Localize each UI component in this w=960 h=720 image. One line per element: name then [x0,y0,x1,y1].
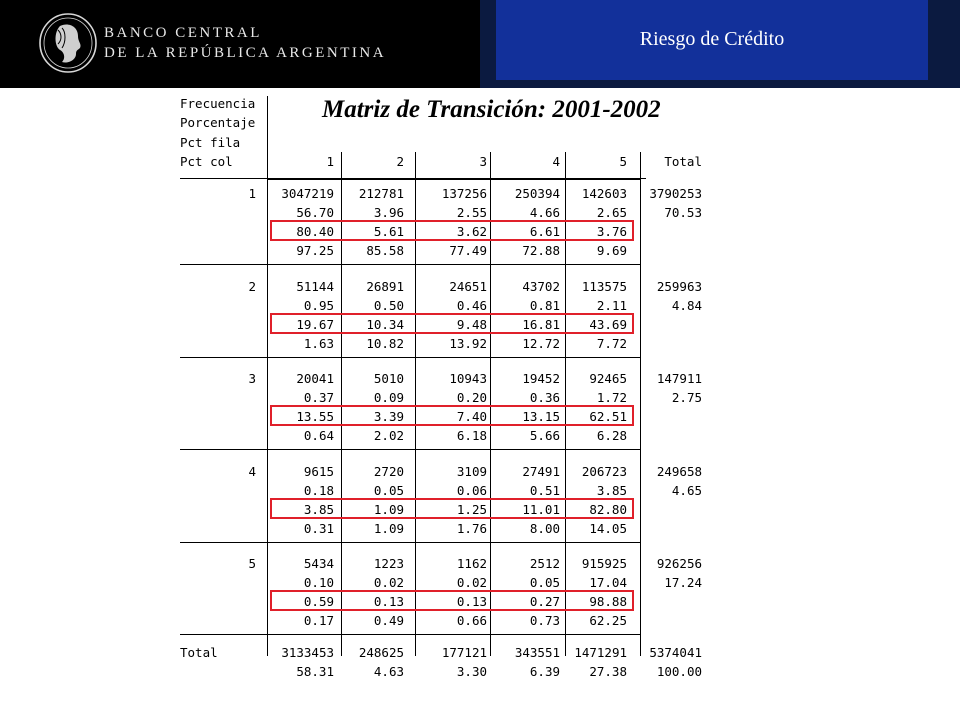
table-cell: 0.51 [529,482,560,498]
table-cell: 2512 [529,556,560,571]
table-cell: 1.76 [456,520,487,536]
table-cell: 5434 [303,556,334,571]
table-cell: 13.55 [296,409,334,425]
table-cell: 56.70 [296,205,334,221]
total-cell: 5374041 [649,644,702,660]
header-bar [0,0,960,88]
table-cell: 0.10 [303,575,334,591]
table-cell: 5010 [373,371,404,386]
table-cell: 11.01 [522,501,560,517]
table-cell: 0.36 [529,390,560,406]
table-cell: 10.34 [366,316,404,332]
table-cell: 147911 [656,371,702,386]
total-cell: 1471291 [574,644,627,660]
table-cell: 5.61 [373,224,404,240]
section-box [496,0,928,80]
highlight-box [270,220,634,241]
table-cell: 13.15 [522,409,560,425]
total-cell: 3.30 [456,663,487,679]
table-divider [268,179,641,180]
table-divider [180,449,268,450]
table-cell: 0.02 [456,575,487,591]
table-divider [268,357,641,358]
bank-name-line1: BANCO CENTRAL [104,25,262,41]
legend-key: Pct col [180,153,233,169]
table-cell: 12.72 [522,335,560,351]
highlight-box [270,498,634,519]
table-cell: 24651 [449,278,487,294]
table-cell: 70.53 [664,205,702,221]
column-header: 5 [619,154,627,169]
table-cell: 17.24 [664,575,702,591]
table-cell: 3.62 [456,224,487,240]
highlight-box [270,313,634,334]
table-cell: 2720 [373,463,404,479]
table-cell: 0.20 [456,390,487,406]
total-cell: 6.39 [529,663,560,679]
table-cell: 1.72 [596,390,627,406]
table-cell: 0.18 [303,482,334,498]
table-cell: 0.05 [373,482,404,498]
highlight-box [270,590,634,611]
table-divider [268,449,641,450]
table-cell: 2.65 [596,205,627,221]
table-cell: 3.85 [596,482,627,498]
legend-key: Frecuencia [180,96,256,111]
row-label: 2 [248,278,256,294]
row-label: 5 [248,556,256,571]
table-cell: 6.61 [529,224,560,240]
table-cell: 0.37 [303,390,334,406]
table-cell: 0.81 [529,297,560,313]
logo-panel [0,0,480,88]
table-cell: 142603 [581,186,627,201]
table-cell: 3.85 [303,501,334,517]
table-cell: 9.69 [596,243,627,259]
table-cell: 1.09 [373,520,404,536]
table-cell: 17.04 [589,575,627,591]
table-cell: 3.39 [373,409,404,425]
table-cell: 9.48 [456,316,487,332]
table-divider [180,264,268,265]
table-cell: 3.76 [596,224,627,240]
table-cell: 4.66 [529,205,560,221]
column-header: 3 [479,154,487,169]
table-cell: 4.84 [671,297,702,313]
table-cell: 43702 [522,278,560,294]
table-cell: 1223 [373,556,404,571]
table-cell: 0.31 [303,520,334,536]
table-cell: 82.80 [589,501,627,517]
table-divider [268,264,641,265]
table-cell: 915925 [581,556,627,571]
table-divider [268,542,641,543]
table-cell: 77.49 [449,243,487,259]
highlight-box [270,405,634,426]
table-cell: 6.28 [596,428,627,444]
table-cell: 19452 [522,371,560,386]
total-cell: 100.00 [656,663,702,679]
table-cell: 43.69 [589,316,627,332]
table-cell: 249658 [656,463,702,479]
table-cell: 0.50 [373,297,404,313]
table-cell: 137256 [441,186,487,201]
total-cell: 27.38 [589,663,627,679]
table-cell: 1.25 [456,501,487,517]
table-cell: 0.13 [373,594,404,610]
table-cell: 0.73 [529,613,560,629]
table-cell: 98.88 [589,594,627,610]
table-cell: 1.09 [373,501,404,517]
row-label: 1 [248,186,256,201]
bank-name-line2: DE LA REPÚBLICA ARGENTINA [104,45,387,61]
table-cell: 7.40 [456,409,487,425]
row-label: 4 [248,463,256,479]
row-label: 3 [248,371,256,386]
table-divider [180,357,268,358]
total-cell: 343551 [514,644,560,660]
table-cell: 85.58 [366,243,404,259]
table-cell: 51144 [296,278,334,294]
table-cell: 27491 [522,463,560,479]
table-cell: 0.64 [303,428,334,444]
table-cell: 8.00 [529,520,560,536]
table-cell: 16.81 [522,316,560,332]
legend-key: Porcentaje [180,115,256,131]
table-cell: 926256 [656,556,702,571]
table-cell: 0.05 [529,575,560,591]
total-cell: 177121 [441,644,487,660]
table-cell: 0.95 [303,297,334,313]
table-cell: 7.72 [596,335,627,351]
table-cell: 259963 [656,278,702,294]
table-cell: 62.51 [589,409,627,425]
table-cell: 0.02 [373,575,404,591]
table-cell: 1.63 [303,335,334,351]
table-cell: 3.96 [373,205,404,221]
table-divider [268,634,641,635]
column-header: 2 [396,154,404,169]
table-cell: 19.67 [296,316,334,332]
table-cell: 62.25 [589,613,627,629]
table-cell: 0.27 [529,594,560,610]
table-cell: 9615 [303,463,334,479]
table-cell: 3047219 [281,186,334,201]
table-cell: 113575 [581,278,627,294]
table-cell: 1162 [456,556,487,571]
table-cell: 0.09 [373,390,404,406]
table-divider [180,178,268,179]
table-cell: 0.06 [456,482,487,498]
page-title: Matriz de Transición: 2001-2002 [322,96,661,123]
bank-seal-icon [38,12,98,74]
table-cell: 6.18 [456,428,487,444]
column-header: 1 [326,154,334,169]
table-cell: 10.82 [366,335,404,351]
total-cell: 58.31 [296,663,334,679]
table-cell: 0.66 [456,613,487,629]
table-cell: 20041 [296,371,334,386]
table-divider [180,634,268,635]
legend-key: Pct fila [180,134,241,150]
table-cell: 0.46 [456,297,487,313]
table-cell: 206723 [581,463,627,479]
table-cell: 0.17 [303,613,334,629]
total-cell: 4.63 [373,663,404,679]
table-cell: 13.92 [449,335,487,351]
table-cell: 2.55 [456,205,487,221]
table-cell: 250394 [514,186,560,201]
table-cell: 0.59 [303,594,334,610]
table-cell: 5.66 [529,428,560,444]
table-cell: 2.02 [373,428,404,444]
table-cell: 92465 [589,371,627,386]
table-cell: 14.05 [589,520,627,536]
table-cell: 26891 [366,278,404,294]
table-cell: 212781 [358,186,404,201]
column-header: 4 [552,154,560,169]
total-cell: 3133453 [281,644,334,660]
table-cell: 2.75 [671,390,702,406]
table-cell: 3790253 [649,186,702,201]
table-cell: 2.11 [596,297,627,313]
total-cell: 248625 [358,644,404,660]
column-header: Total [664,154,702,169]
table-divider [180,542,268,543]
section-title: Riesgo de Crédito [639,28,785,50]
total-label: Total [180,644,218,660]
table-cell: 72.88 [522,243,560,259]
table-cell: 4.65 [671,482,702,498]
table-cell: 80.40 [296,224,334,240]
table-cell: 10943 [449,371,487,386]
table-cell: 97.25 [296,243,334,259]
table-cell: 0.49 [373,613,404,629]
table-cell: 0.13 [456,594,487,610]
table-cell: 3109 [456,463,487,479]
